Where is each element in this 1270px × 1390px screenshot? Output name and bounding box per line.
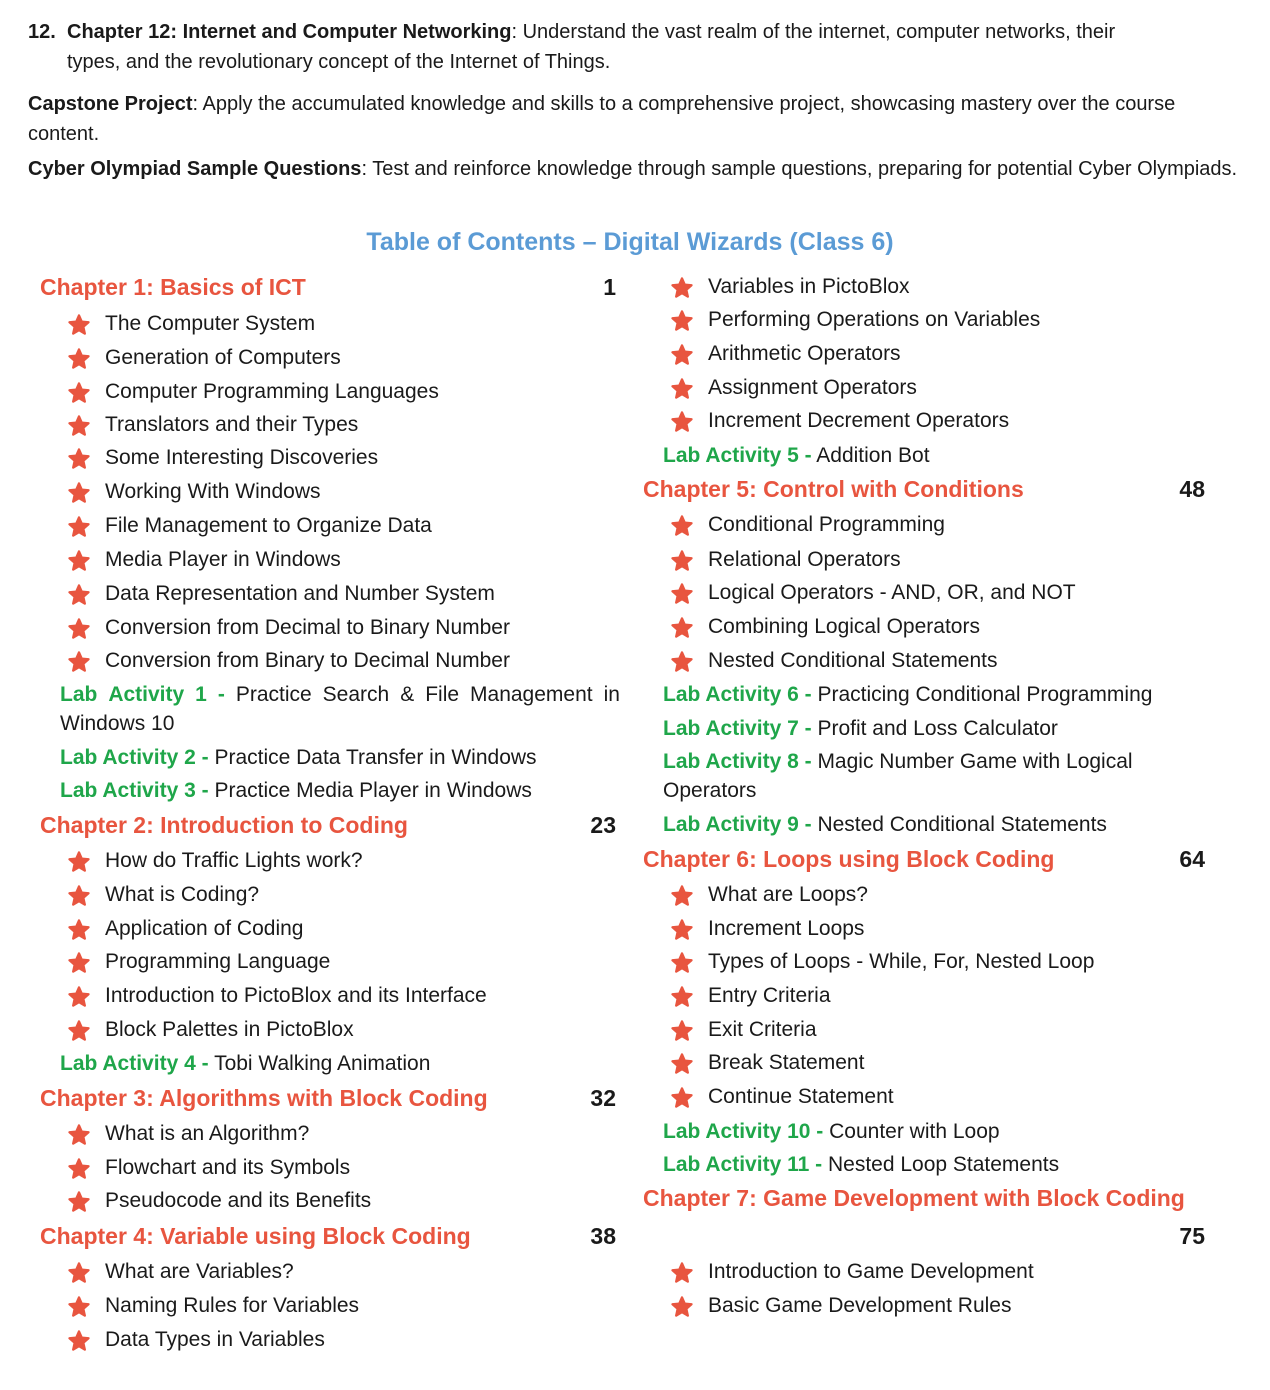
star-bullet-icon [671, 1020, 693, 1042]
lab-activity-label: Lab Activity 3 - [60, 779, 209, 802]
star-bullet-icon [68, 851, 90, 873]
lab-activity-word: Management [470, 683, 593, 706]
toc-item-text: Assignment Operators [708, 376, 917, 399]
star-bullet-icon [671, 885, 693, 907]
lab-activity [60, 1049, 620, 1078]
chapter-title: Chapter 1: Basics of ICT [40, 274, 306, 300]
lab-activity [60, 776, 620, 805]
chapter-page-number: 48 [1179, 476, 1205, 502]
lab-activity [663, 1150, 1223, 1179]
star-bullet-icon [671, 310, 693, 332]
toc-item-text: The Computer System [105, 312, 316, 335]
toc-item-text: Conversion from Decimal to Binary Number [105, 616, 510, 639]
toc-item-text: Block Palettes in PictoBlox [105, 1018, 354, 1041]
star-bullet-icon [68, 1124, 90, 1146]
intro-olympiad-title: Cyber Olympiad Sample Questions [28, 158, 362, 180]
star-bullet-icon [671, 583, 693, 605]
star-bullet-icon [68, 415, 90, 437]
toc-item-text: Programming Language [105, 950, 331, 973]
toc-item-text: Some Interesting Discoveries [105, 446, 379, 469]
star-bullet-icon [671, 651, 693, 673]
toc-item-text: What are Loops? [708, 883, 868, 906]
star-bullet-icon [68, 1191, 90, 1213]
lab-activity-text-line2: Windows 10 [60, 712, 175, 735]
toc-item-text: Conditional Programming [708, 513, 945, 536]
intro-capstone-text: : Apply the accumulated knowledge and skills to a comprehensive project, showcasing mastery over the course content. [28, 93, 1176, 145]
chapter-page-number: 38 [590, 1223, 616, 1249]
intro-olympiad-text: : Test and reinforce knowledge through sample questions, preparing for potential Cyber Olympiads. [361, 158, 1238, 180]
chapter-page-number: 75 [1179, 1223, 1205, 1249]
toc-item-text: Media Player in Windows [105, 548, 341, 571]
lab-activity-word: in [603, 683, 620, 706]
lab-activity [60, 743, 620, 772]
star-bullet-icon [671, 1296, 693, 1318]
star-bullet-icon [671, 515, 693, 537]
star-bullet-icon [68, 1020, 90, 1042]
toc-item-text: Break Statement [708, 1051, 865, 1074]
chapter-title: Chapter 4: Variable using Block Coding [40, 1223, 471, 1249]
star-bullet-icon [671, 1053, 693, 1075]
lab-activity [663, 714, 1223, 743]
lab-activity-text: Addition Bot [816, 444, 930, 467]
toc-item-text: Basic Game Development Rules [708, 1294, 1012, 1317]
toc-item-text: Logical Operators - AND, OR, and NOT [708, 581, 1076, 604]
lab-activity-text-line1: Magic Number Game with Logical [817, 750, 1133, 773]
toc-item-text: Entry Criteria [708, 984, 831, 1007]
lab-activity-text: Profit and Loss Calculator [817, 717, 1058, 740]
star-bullet-icon [671, 986, 693, 1008]
toc-item-text: File Management to Organize Data [105, 514, 432, 537]
chapter-heading [40, 1081, 616, 1115]
star-bullet-icon [68, 1330, 90, 1352]
toc-item-text: Conversion from Binary to Decimal Number [105, 649, 510, 672]
star-bullet-icon [68, 952, 90, 974]
toc-item-text: Nested Conditional Statements [708, 649, 998, 672]
toc-item-text: Types of Loops - While, For, Nested Loop [708, 950, 1095, 973]
lab-activity-label: Lab Activity 2 - [60, 746, 209, 769]
lab-activity-word: Lab [60, 683, 98, 706]
lab-activity-text: Tobi Walking Animation [214, 1052, 431, 1075]
toc-item-text: What are Variables? [105, 1260, 294, 1283]
lab-activity-label: Lab Activity 9 - [663, 813, 812, 836]
star-bullet-icon [68, 314, 90, 336]
toc-item-text: Relational Operators [708, 548, 901, 571]
toc-item-text: How do Traffic Lights work? [105, 849, 363, 872]
star-bullet-icon [671, 617, 693, 639]
lab-activity-text: Counter with Loop [829, 1120, 1000, 1143]
toc-item-text: Generation of Computers [105, 346, 341, 369]
lab-activity-word: Activity [108, 683, 185, 706]
star-bullet-icon [68, 986, 90, 1008]
star-bullet-icon [671, 1262, 693, 1284]
intro-chapter-12 [28, 17, 1243, 77]
star-bullet-icon [68, 348, 90, 370]
chapter-title: Chapter 7: Game Development with Block Coding [643, 1185, 1185, 1211]
toc-item-text: What is Coding? [105, 883, 260, 906]
star-bullet-icon [671, 1087, 693, 1109]
lab-activity-word: - [217, 683, 225, 706]
chapter-page-number: 64 [1179, 846, 1205, 872]
toc-item-text: Naming Rules for Variables [105, 1294, 360, 1317]
star-bullet-icon [671, 952, 693, 974]
intro-ch12-number: 12. [28, 21, 56, 43]
intro-capstone-title: Capstone Project [28, 93, 193, 115]
lab-activity-label: Lab Activity 4 - [60, 1052, 209, 1075]
lab-activity-label: Lab Activity 10 - [663, 1120, 824, 1143]
lab-activity-label: Lab Activity 6 - [663, 683, 812, 706]
star-bullet-icon [671, 919, 693, 941]
star-bullet-icon [68, 1262, 90, 1284]
chapter-heading [40, 270, 616, 304]
lab-activity-text: Nested Loop Statements [827, 1153, 1060, 1176]
intro-ch12-text-line2: types, and the revolutionary concept of the Internet of Things. [67, 51, 611, 73]
chapter-title: Chapter 3: Algorithms with Block Coding [40, 1085, 488, 1111]
toc-item-text: Performing Operations on Variables [708, 308, 1041, 331]
toc-item-text: Translators and their Types [105, 413, 359, 436]
toc-item-text: Computer Programming Languages [105, 380, 439, 403]
intro-olympiad [28, 154, 1243, 184]
lab-activity-word: Search [322, 683, 390, 706]
star-bullet-icon [68, 885, 90, 907]
toc-item-text: Increment Loops [708, 917, 865, 940]
lab-activity [60, 680, 620, 738]
lab-activity-text-line2: Operators [663, 779, 757, 802]
lab-activity-text: Nested Conditional Statements [817, 813, 1107, 836]
lab-activity [663, 747, 1223, 805]
toc-item-text: Arithmetic Operators [708, 342, 901, 365]
lab-activity [663, 441, 1223, 470]
toc-item-text: What is an Algorithm? [105, 1122, 310, 1145]
chapter-page-number: 1 [603, 274, 616, 300]
chapter-title: Chapter 5: Control with Conditions [643, 476, 1024, 502]
chapter-page-number: 23 [590, 812, 616, 838]
star-bullet-icon [671, 550, 693, 572]
star-bullet-icon [671, 378, 693, 400]
lab-activity [663, 680, 1223, 709]
chapter-heading [643, 1181, 1219, 1249]
lab-activity-text: Practice Data Transfer in Windows [214, 746, 537, 769]
star-bullet-icon [671, 277, 693, 299]
chapter-title: Chapter 6: Loops using Block Coding [643, 846, 1055, 872]
lab-activity-word: 1 [195, 683, 207, 706]
chapter-heading [40, 808, 616, 842]
star-bullet-icon [68, 516, 90, 538]
star-bullet-icon [68, 550, 90, 572]
star-bullet-icon [671, 411, 693, 433]
star-bullet-icon [68, 1296, 90, 1318]
intro-ch12-title: Chapter 12: Internet and Computer Networking [67, 21, 512, 43]
lab-activity-word: File [425, 683, 460, 706]
chapter-heading [643, 842, 1219, 876]
chapter-page-number: 32 [590, 1085, 616, 1111]
star-bullet-icon [68, 482, 90, 504]
star-bullet-icon [68, 382, 90, 404]
toc-item-text: Data Types in Variables [105, 1328, 325, 1351]
intro-ch12-text-line1: : Understand the vast realm of the internet, computer networks, their [511, 21, 1116, 43]
chapter-heading [40, 1219, 616, 1253]
intro-capstone [28, 89, 1243, 149]
toc-item-text: Introduction to PictoBlox and its Interface [105, 984, 487, 1007]
toc-item-text: Working With Windows [105, 480, 321, 503]
star-bullet-icon [671, 344, 693, 366]
toc-item-text: Application of Coding [105, 917, 304, 940]
lab-activity-word: & [400, 683, 415, 706]
toc-item-text: Continue Statement [708, 1085, 894, 1108]
lab-activity [663, 1117, 1223, 1146]
lab-activity-label: Lab Activity 7 - [663, 717, 812, 740]
toc-item-text: Exit Criteria [708, 1018, 817, 1041]
lab-activity [663, 810, 1223, 839]
lab-activity-text: Practice Media Player in Windows [214, 779, 532, 802]
star-bullet-icon [68, 919, 90, 941]
lab-activity-label: Lab Activity 11 - [663, 1153, 823, 1176]
chapter-title: Chapter 2: Introduction to Coding [40, 812, 408, 838]
star-bullet-icon [68, 448, 90, 470]
chapter-heading [643, 472, 1219, 506]
toc-item-text: Variables in PictoBlox [708, 275, 910, 298]
toc-item-text: Increment Decrement Operators [708, 409, 1010, 432]
lab-activity-text: Practicing Conditional Programming [817, 683, 1153, 706]
toc-item-text: Combining Logical Operators [708, 615, 980, 638]
lab-activity-label: Lab Activity 8 - [663, 750, 812, 773]
toc-title: Table of Contents – Digital Wizards (Class 6) [366, 228, 894, 256]
star-bullet-icon [68, 618, 90, 640]
star-bullet-icon [68, 584, 90, 606]
toc-item-text: Flowchart and its Symbols [105, 1156, 351, 1179]
toc-item-text: Data Representation and Number System [105, 582, 495, 605]
star-bullet-icon [68, 651, 90, 673]
star-bullet-icon [68, 1158, 90, 1180]
toc-item-text: Introduction to Game Development [708, 1260, 1034, 1283]
lab-activity-word: Practice [235, 683, 312, 706]
lab-activity-label: Lab Activity 5 - [663, 444, 812, 467]
toc-item-text: Pseudocode and its Benefits [105, 1189, 372, 1212]
